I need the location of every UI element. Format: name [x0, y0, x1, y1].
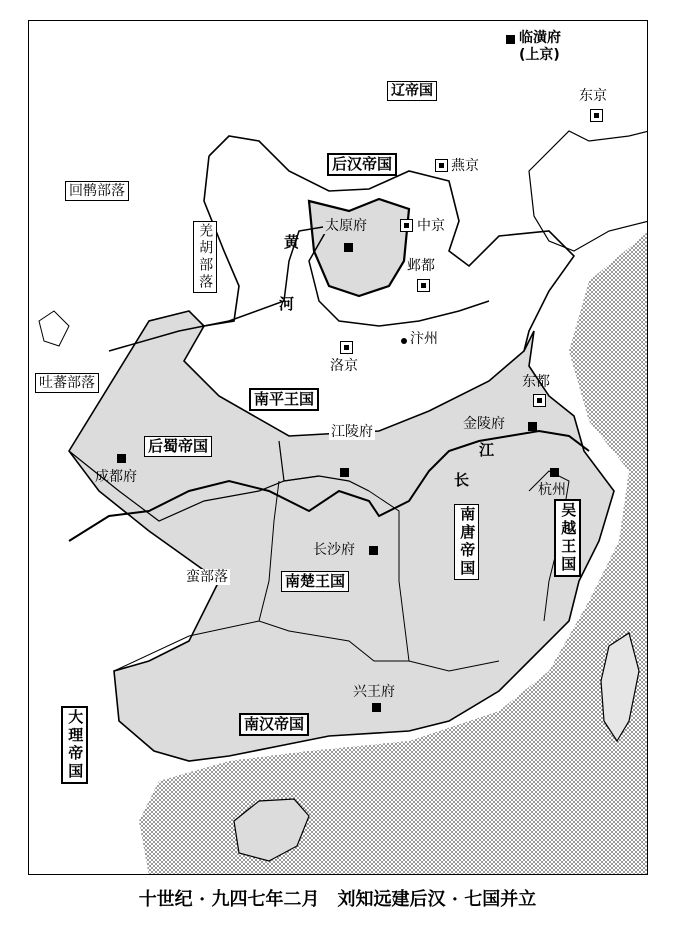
region-dali: 大理帝国 [61, 706, 88, 784]
city-zhongjing: 中京 [417, 218, 445, 234]
city-taiyuan-marker [344, 243, 353, 252]
river-huang-2: 河 [279, 295, 295, 313]
region-nan-ping: 南平王国 [249, 388, 319, 411]
region-liao: 辽帝国 [387, 81, 437, 101]
region-hou-han: 后汉帝国 [327, 153, 397, 176]
city-jinling-marker [528, 422, 537, 431]
city-yanjing: 燕京 [451, 158, 479, 174]
city-chengdu-marker [117, 454, 126, 463]
city-dongjing: 东京 [579, 88, 607, 104]
city-jiangling: 江陵府 [331, 424, 373, 440]
region-nan-tang: 南唐帝国 [454, 504, 479, 580]
city-linhuang: 临潢府 [519, 30, 561, 46]
taiyuan-region [309, 199, 409, 296]
city-bianzhou-marker [401, 338, 407, 344]
city-jiangling-marker [340, 468, 349, 477]
city-yedu-marker [417, 279, 430, 292]
city-dongdu-marker [533, 394, 546, 407]
region-chu: 南楚王国 [281, 571, 349, 592]
tribe-man: 蛮部落 [186, 569, 228, 585]
city-luojing: 洛京 [330, 358, 358, 374]
city-hangzhou-marker [550, 468, 559, 477]
city-hangzhou: 杭州 [538, 482, 566, 498]
map-caption: 十世纪 · 九四七年二月 刘知远建后汉 · 七国并立 [138, 889, 537, 910]
city-yedu: 邺都 [407, 258, 435, 274]
city-taiyuan: 太原府 [325, 218, 367, 234]
liaodong-coast [529, 131, 648, 251]
city-linhuang-note: (上京) [519, 47, 560, 63]
city-changsha-marker [369, 546, 378, 555]
river-chang-1: 长 [454, 471, 470, 489]
region-wu-yue: 吴越王国 [554, 499, 581, 577]
tribe-huihu: 回鹘部落 [65, 181, 129, 201]
river-huang-1: 黄 [284, 233, 300, 251]
city-linhuang-marker [506, 35, 515, 44]
map-frame [28, 20, 648, 875]
city-xingwang: 兴王府 [353, 684, 395, 700]
city-zhongjing-marker [400, 219, 413, 232]
city-bianzhou: 汴州 [410, 331, 438, 347]
city-changsha: 长沙府 [313, 542, 355, 558]
city-yanjing-marker [435, 159, 448, 172]
region-nan-han: 南汉帝国 [239, 713, 309, 736]
city-dongjing-marker [590, 109, 603, 122]
city-xingwang-marker [372, 703, 381, 712]
river-chang-2: 江 [479, 441, 495, 459]
city-dongdu: 东都 [522, 374, 550, 390]
region-hou-shu: 后蜀帝国 [144, 436, 212, 457]
city-luojing-marker [340, 341, 353, 354]
tribe-qiang: 羌胡部落 [193, 221, 217, 293]
city-chengdu: 成都府 [95, 469, 137, 485]
map-canvas [29, 21, 648, 875]
tribe-tubo: 吐蕃部落 [35, 373, 99, 393]
west-lake [39, 311, 69, 346]
city-jinling: 金陵府 [463, 416, 505, 432]
